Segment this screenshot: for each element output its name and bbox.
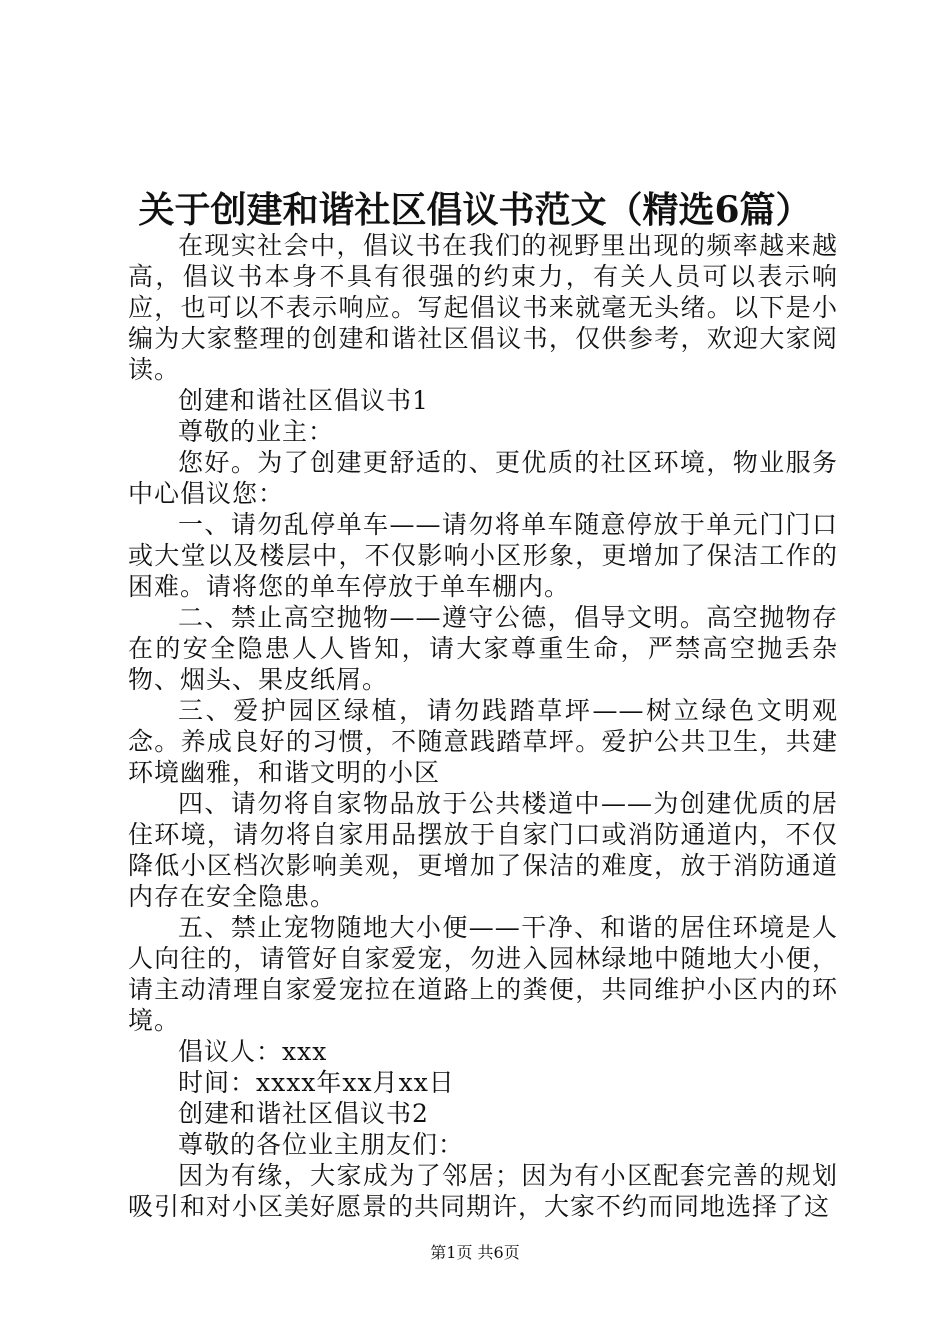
paragraph-greeting: 您好。为了创建更舒适的、更优质的社区环境，物业服务中心倡议您： (128, 448, 838, 508)
salutation-2: 尊敬的各位业主朋友们： (178, 1130, 465, 1159)
signature-date: 时间：xxxx年xx月xx日 (178, 1068, 455, 1097)
document-title: 关于创建和谐社区倡议书范文（精选6篇） (138, 189, 812, 231)
paragraph-item-4: 四、请勿将自家物品放于公共楼道中——为创建优质的居住环境，请勿将自家用品摆放于自家门口或消防通道内，不仅降低小区档次影响美观，更增加了保洁的难度，放于消防通道内存在安全隐患。 (128, 789, 838, 911)
salutation-1: 尊敬的业主： (178, 417, 335, 446)
paragraph-item-1: 一、请勿乱停单车——请勿将单车随意停放于单元门门口或大堂以及楼层中，不仅影响小区形象，更增加了保洁工作的困难。请将您的单车停放于单车棚内。 (128, 510, 838, 601)
section-heading-1: 创建和谐社区倡议书1 (178, 386, 429, 415)
section-heading-2: 创建和谐社区倡议书2 (178, 1099, 429, 1128)
signature-proposer: 倡议人：xxx (178, 1037, 328, 1066)
paragraph-item-3: 三、爱护园区绿植，请勿践踏草坪——树立绿色文明观念。养成良好的习惯，不随意践踏草坪。爱护公共卫生，共建环境幽雅，和谐文明的小区 (128, 696, 838, 787)
paragraph-continued: 因为有缘，大家成为了邻居；因为有小区配套完善的规划吸引和对小区美好愿景的共同期许，大家不约而同地选择了这 (128, 1161, 838, 1221)
paragraph-item-2: 二、禁止高空抛物——遵守公德，倡导文明。高空抛物存在的安全隐患人人皆知，请大家尊重生命，严禁高空抛丢杂物、烟头、果皮纸屑。 (128, 603, 838, 694)
paragraph-intro: 在现实社会中，倡议书在我们的视野里出现的频率越来越高，倡议书本身不具有很强的约束力，有关人员可以表示响应，也可以不表示响应。写起倡议书来就毫无头绪。以下是小编为大家整理的创建和谐社区倡议书，仅供参考，欢迎大家阅读。 (128, 231, 838, 384)
paragraph-item-5: 五、禁止宠物随地大小便——干净、和谐的居住环境是人人向往的，请管好自家爱宠，勿进入园林绿地中随地大小便，请主动清理自家爱宠拉在道路上的粪便，共同维护小区内的环境。 (128, 913, 838, 1035)
page-footer: 第1页 共6页 (430, 1243, 520, 1262)
document-body (128, 230, 838, 1222)
